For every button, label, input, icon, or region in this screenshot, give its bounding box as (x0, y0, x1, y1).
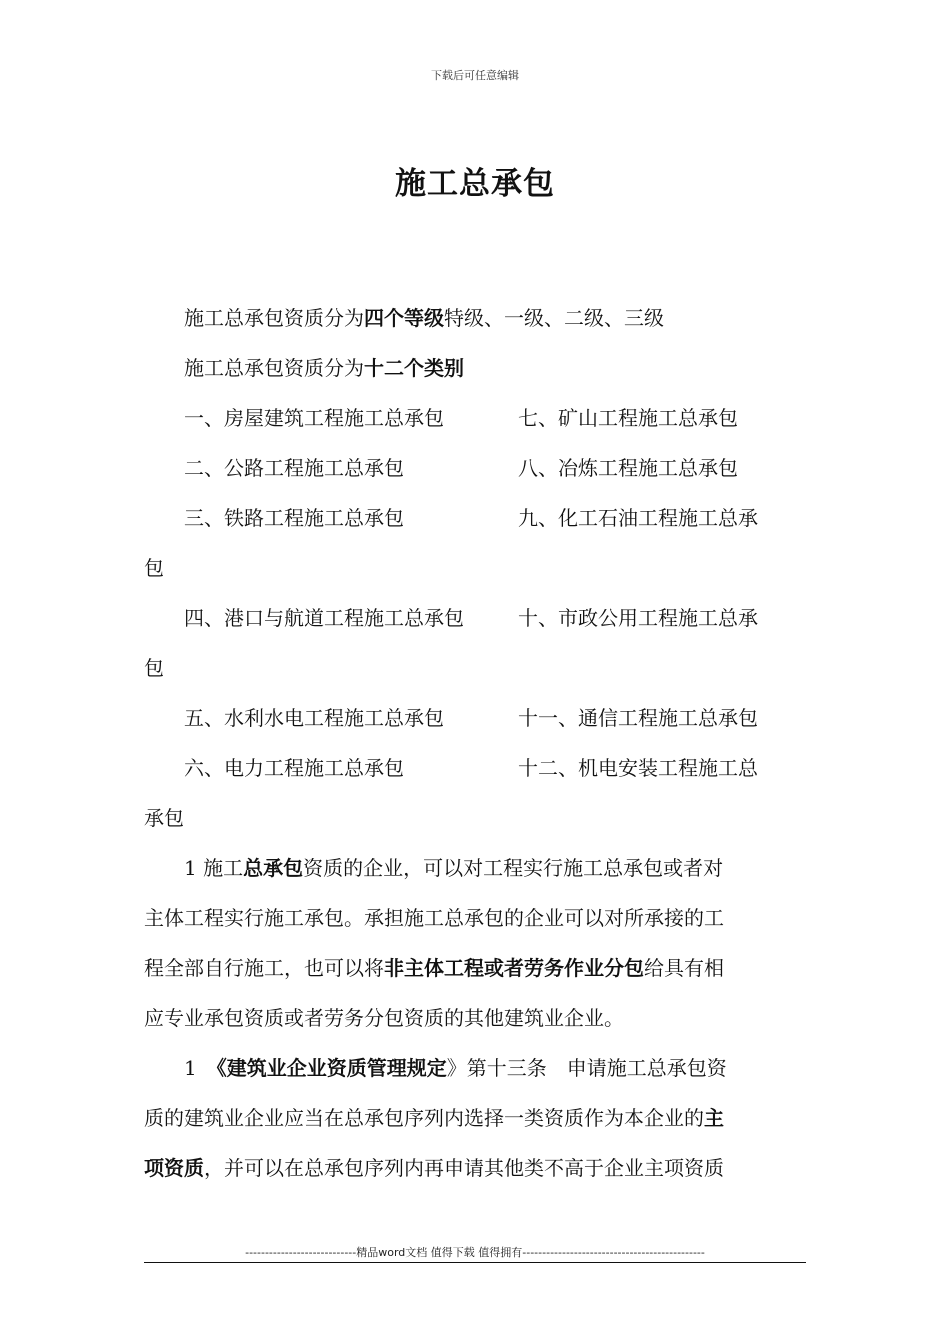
levels-suffix: 特级、一级、二级、三级 (444, 306, 664, 330)
categories-line (184, 354, 464, 382)
para2-bold: 主 (704, 1106, 724, 1130)
category-item: 九、化工石油工程施工总承 (518, 506, 758, 530)
paragraph-2-line-1 (184, 1054, 727, 1082)
paragraph-1-line-4: 应专业承包资质或者劳务分包资质的其他建筑业企业。 (144, 1006, 624, 1030)
para2-text: 1 (184, 1056, 217, 1080)
category-item: 七、矿山工程施工总承包 (518, 406, 738, 430)
category-item: 三、铁路工程施工总承包 (184, 506, 404, 530)
footer-divider (144, 1262, 806, 1263)
para2-text: 》第十三条 申请施工总承包资 (446, 1056, 727, 1080)
category-item: 四、港口与航道工程施工总承包 (184, 606, 464, 630)
category-item: 八、冶炼工程施工总承包 (518, 456, 738, 480)
para2-text: ，并可以在总承包序列内再申请其他类不高于企业主项资质 (204, 1156, 724, 1180)
paragraph-2-line-3 (144, 1154, 724, 1182)
para2-text: 质的建筑业企业应当在总承包序列内选择一类资质作为本企业的 (144, 1106, 704, 1130)
levels-line (184, 304, 664, 332)
categories-prefix: 施工总承包资质分为 (184, 356, 364, 380)
category-wrap: 包 (144, 556, 164, 580)
para1-text: 1 施工 (184, 856, 244, 880)
document-title: 施工总承包 (395, 166, 555, 202)
category-item: 五、水利水电工程施工总承包 (184, 706, 444, 730)
para1-text: 程全部自行施工，也可以将 (144, 956, 384, 980)
para2-bold: 项资质 (144, 1156, 204, 1180)
levels-prefix: 施工总承包资质分为 (184, 306, 364, 330)
category-wrap: 包 (144, 656, 164, 680)
paragraph-1-line-2: 主体工程实行施工承包。承担施工总承包的企业可以对所承接的工 (144, 906, 724, 930)
category-item: 六、电力工程施工总承包 (184, 756, 404, 780)
category-item: 十一、通信工程施工总承包 (518, 706, 758, 730)
paragraph-1-line-3 (144, 954, 724, 982)
levels-bold: 四个等级 (364, 306, 444, 330)
category-item: 十、市政公用工程施工总承 (518, 606, 758, 630)
page-header-note: 下载后可任意编辑 (431, 69, 519, 82)
para1-text: 资质的企业，可以对工程实行施工总承包或者对 (303, 856, 724, 880)
para2-bold: 《建筑业企业资质管理规定 (216, 1056, 447, 1080)
para1-bold: 非主体工程或者劳务作业分包 (384, 956, 644, 980)
paragraph-2-line-2 (144, 1104, 724, 1132)
category-item: 十二、机电安装工程施工总 (518, 756, 758, 780)
paragraph-1-line-1 (184, 854, 723, 882)
category-wrap: 承包 (144, 806, 184, 830)
para1-bold: 总承包 (243, 856, 304, 880)
page-footer-text: ----------------------------精品word文档 值得下载 值得拥有---------------------------------------------- (245, 1246, 705, 1259)
categories-bold: 十二个类别 (364, 356, 464, 380)
para1-text: 给具有相 (644, 956, 724, 980)
category-item: 二、公路工程施工总承包 (184, 456, 404, 480)
category-item: 一、房屋建筑工程施工总承包 (184, 406, 444, 430)
